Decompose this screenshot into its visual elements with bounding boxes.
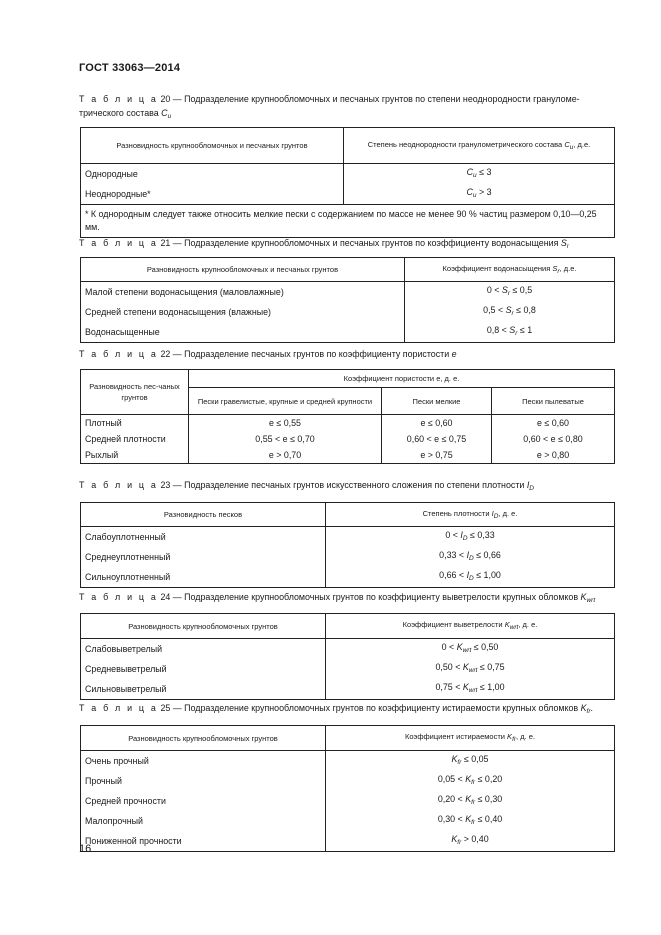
table-24-caption: Т а б л и ц а 24 — Подразделение крупнообломочных грунтов по коэффициенту выветрелости крупных обломков $K_{wrt}$ (79, 592, 596, 604)
table-25 (80, 725, 615, 852)
table-23-header-2: Степень плотности $I_D$, д. е. (326, 503, 615, 527)
table-row: Сильновыветрелый $0,75 < K_{wrt} \le 1,00$ (81, 679, 615, 700)
table-22-subheader-1: Пески гравелистые, крупные и средней крупности (189, 388, 382, 415)
table-row: Плотный e ≤ 0,55 e ≤ 0,60 e ≤ 0,60 (81, 415, 615, 432)
table-row: Очень прочный $K_{fr} \le 0,05$ (81, 751, 615, 772)
table-22-caption: Т а б л и ц а 22 — Подразделение песчаных грунтов по коэффициенту пористости e (79, 349, 457, 359)
table-20-header-2: Степень неоднородности гранулометрического состава $C_u$, д.е. (344, 128, 615, 164)
table-row: Однородные $C_u \le 3$ (81, 164, 615, 185)
table-25-caption: Т а б л и ц а 25 — Подразделение крупнообломочных грунтов по коэффициенту истираемости крупных обломков $K_{fr}$. (79, 703, 593, 715)
table-22 (80, 369, 615, 464)
table-25-header-1: Разновидность крупнообломочных грунтов (81, 726, 326, 751)
table-22-subheader-3: Пески пылеватые (492, 388, 615, 415)
table-20-header-1: Разновидность крупнообломочных и песчаных грунтов (81, 128, 344, 164)
table-row: Сильноуплотненный $0,66 < I_D \le 1,00$ (81, 567, 615, 588)
table-23 (80, 502, 615, 588)
table-row: Слабовыветрелый $0 < K_{wrt} \le 0,50$ (81, 639, 615, 660)
table-row: Рыхлый e > 0,70 e > 0,75 e > 0,80 (81, 447, 615, 464)
table-row: Неоднородные* $C_u > 3$ (81, 184, 615, 205)
table-row: Малой степени водонасыщения (маловлажные) $0 < S_r \le 0,5$ (81, 282, 615, 303)
table-23-header-1: Разновидность песков (81, 503, 326, 527)
table-25-header-2: Коэффициент истираемости $K_{fr}$, д. е. (326, 726, 615, 751)
table-23-caption: Т а б л и ц а 23 — Подразделение песчаных грунтов искусственного сложения по степени плотности $I_D$ (79, 480, 534, 492)
table-row: Пониженной прочности $K_{fr} > 0,40$ (81, 831, 615, 852)
page-number: 16 (79, 843, 92, 855)
table-21-header-1: Разновидность крупнообломочных и песчаных грунтов (81, 258, 405, 282)
table-row: Средней степени водонасыщения (влажные) $0,5 < S_r \le 0,8$ (81, 302, 615, 322)
table-row: Средней плотности 0,55 < e ≤ 0,70 0,60 < e ≤ 0,75 0,60 < e ≤ 0,80 (81, 431, 615, 447)
table-20-footnote: * К однородным следует также относить мелкие пески с содержанием по массе не менее 90 % частиц размером 0,10—0,25 мм. (81, 205, 615, 238)
table-21 (80, 257, 615, 343)
table-row: Прочный $0,05 < K_{fr} \le 0,20$ (81, 771, 615, 791)
table-row: Слабоуплотненный $0 < I_D \le 0,33$ (81, 527, 615, 548)
table-22-header-1: Разновидность пес-чаных грунтов (81, 370, 189, 415)
table-21-header-2: Коэффициент водонасыщения $S_r$, д.е. (405, 258, 615, 282)
table-row: Средней прочности $0,20 < K_{fr} \le 0,30$ (81, 791, 615, 811)
table-20 (80, 127, 615, 238)
standard-header: ГОСТ 33063—2014 (79, 62, 181, 74)
table-22-group-header: Коэффициент пористости e, д. е. (189, 370, 615, 388)
table-24 (80, 613, 615, 700)
table-20-caption: Т а б л и ц а 20 — Подразделение крупнообломочных и песчаных грунтов по степени неоднородности грануломе-трического состава $C_u$ (79, 94, 580, 120)
table-22-subheader-2: Пески мелкие (382, 388, 492, 415)
table-24-header-1: Разновидность крупнообломочных грунтов (81, 614, 326, 639)
table-row: Водонасыщенные $0,8 < S_r \le 1$ (81, 322, 615, 343)
table-21-caption: Т а б л и ц а 21 — Подразделение крупнообломочных и песчаных грунтов по коэффициенту водонасыщения $S_r$ (79, 238, 569, 250)
table-row: Малопрочный $0,30 < K_{fr} \le 0,40$ (81, 811, 615, 831)
table-row: Средневыветрелый $0,50 < K_{wrt} \le 0,75$ (81, 659, 615, 679)
table-24-header-2: Коэффициент выветрелости $K_{wrt}$, д. е. (326, 614, 615, 639)
table-row: Среднеуплотненный $0,33 < I_D \le 0,66$ (81, 547, 615, 567)
